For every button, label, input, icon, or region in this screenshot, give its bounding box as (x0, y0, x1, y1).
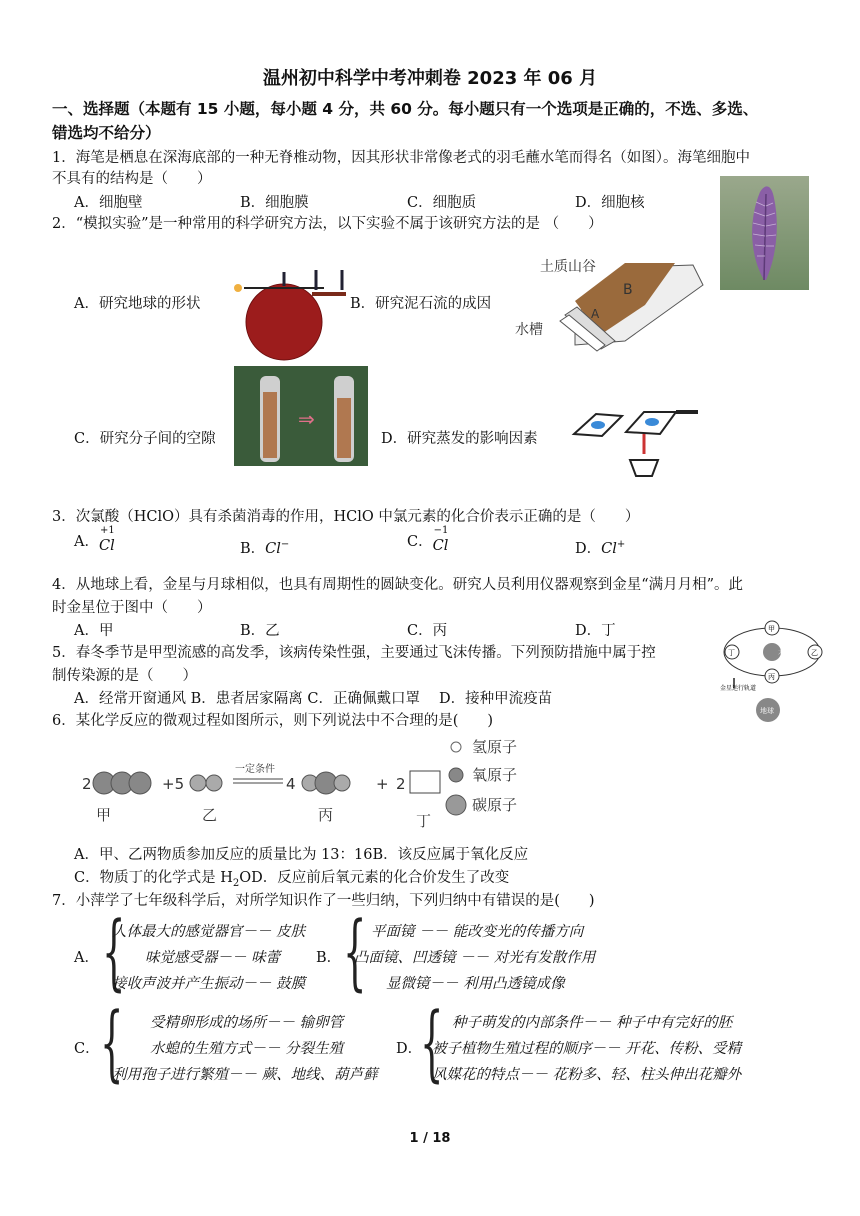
evaporation-figure (566, 404, 700, 480)
q3-option-d: D．Cl+ (575, 539, 626, 557)
mudflow-b-label: B (623, 282, 633, 298)
earth-label: 地球 (760, 707, 774, 715)
bing-label: 丙 (768, 673, 775, 681)
legend-carbon: 碳原子 (472, 796, 518, 814)
yi-label: 乙 (811, 649, 818, 657)
q3-option-a: A． +1 Cl (74, 525, 115, 554)
q6-options-1: A．甲、乙两物质参加反应的质量比为 13：16B．该反应属于氧化反应 (74, 847, 529, 863)
condition-label: 一定条件 (235, 764, 275, 775)
q7-a-item-3: 接收声波并产生振动－－ 鼓膜 (112, 976, 306, 992)
q1-stem-cont: 不具有的结构是（ ） (52, 171, 212, 187)
legend-hydrogen: 氢原子 (472, 738, 518, 756)
q7-d-brace: { (420, 996, 444, 1091)
q7-c-item-1: 受精卵形成的场所－－ 输卵管 (150, 1015, 344, 1031)
page-number: 1 / 18 (409, 1131, 451, 1146)
q7-option-d-label: D． (396, 1041, 423, 1057)
q7-d-item-3: 风媒花的特点－－ 花粉多、轻、柱头伸出花瓣外 (432, 1067, 742, 1083)
q7-b-item-1: 平面镜 －－ 能改变光的传播方向 (371, 924, 584, 940)
q1-stem: 1．海笔是栖息在深海底部的一种无脊椎动物，因其形状非常像老式的羽毛蘸水笔而得名（如图）。海笔细胞中 (52, 150, 750, 166)
page-title: 温州初中科学中考冲刺卷 2023 年 06 月 (262, 68, 598, 89)
orbit-label: 金星运行轨道 (720, 685, 757, 692)
q6-stem: 6．某化学反应的微观过程如图所示，则下列说法中不合理的是( ) (52, 713, 494, 729)
sun-label: 太阳 (778, 649, 791, 656)
q7-c-item-2: 水螅的生殖方式－－ 分裂生殖 (150, 1041, 344, 1057)
q3-option-b: B．Cl− (240, 539, 290, 557)
q5-options: A．经常开窗通风 B．患者居家隔离 C．正确佩戴口罩 D．接种甲流疫苗 (74, 691, 553, 707)
q2-option-a: A．研究地球的形状 (74, 296, 201, 312)
mudflow-figure (505, 245, 705, 355)
mudflow-trough-label: 水槽 (515, 322, 543, 338)
coef-ding: 2 (396, 775, 406, 793)
q7-d-item-1: 种子萌发的内部条件－－ 种子中有完好的胚 (452, 1015, 733, 1031)
reaction-diagram (78, 734, 548, 834)
coef-bing: 4 (286, 775, 296, 793)
molecular-gap-figure (234, 366, 368, 466)
q4-stem-cont: 时金星位于图中（ ） (52, 600, 212, 616)
q1-option-d: D．细胞核 (575, 195, 645, 211)
q2-option-c: C．研究分子间的空隙 (74, 431, 216, 447)
mudflow-a-label: A (591, 307, 600, 321)
name-ding: 丁 (416, 812, 432, 830)
q4-option-d: D．丁 (575, 623, 616, 639)
q6-options-2: C．物质丁的化学式是 $H_2OD$．反应前后氧元素的化合价发生了改变 (74, 870, 510, 889)
q7-d-item-2: 被子植物生殖过程的顺序－－ 开花、传粉、受精 (432, 1041, 742, 1057)
q7-a-item-1: 人体最大的感觉器官－－ 皮肤 (112, 924, 306, 940)
q7-a-item-2: 味觉感受器－－ 味蕾 (145, 950, 281, 966)
q7-option-b-label: B． (316, 950, 342, 966)
q3-option-c: C． −1 Cl (407, 525, 449, 554)
q1-option-a: A．细胞壁 (74, 195, 143, 211)
q2-stem: 2．“模拟实验”是一种常用的科学研究方法，以下实验不属于该研究方法的是 （ ） (52, 216, 603, 232)
q1-option-b: B．细胞膜 (240, 195, 309, 211)
q7-option-a-label: A． (74, 950, 99, 966)
coef-yi: +5 (162, 775, 185, 793)
q7-c-item-3: 利用孢子进行繁殖－－ 蕨、地线、葫芦藓 (112, 1067, 378, 1083)
q7-b-item-3: 显微镜－－ 利用凸透镜成像 (386, 976, 565, 992)
q5-stem-cont: 制传染源的是（ ） (52, 668, 197, 684)
name-bing: 丙 (318, 806, 334, 824)
q4-stem: 4．从地球上看，金星与月球相似，也具有周期性的圆缺变化。研究人员利用仪器观察到金星“满月月相”。此 (52, 577, 744, 593)
name-yi: 乙 (202, 806, 218, 824)
q7-a-brace: { (102, 905, 126, 1000)
earth-shape-figure (228, 264, 353, 364)
q7-option-c-label: C． (74, 1041, 100, 1057)
coef-jia: 2 (82, 775, 92, 793)
mudflow-valley-label: 土质山谷 (540, 259, 596, 275)
ding-label: 丁 (728, 649, 735, 657)
name-jia: 甲 (96, 806, 112, 824)
legend-oxygen: 氧原子 (472, 766, 518, 784)
q7-b-brace: { (343, 905, 367, 1000)
q7-c-brace: { (100, 996, 124, 1091)
q2-option-b: B．研究泥石流的成因 (350, 296, 492, 312)
q4-option-a: A．甲 (74, 623, 114, 639)
q7-b-item-2: 凸面镜、凹透镜 －－ 对光有发散作用 (354, 950, 596, 966)
section-heading-cont: 错选均不给分） (52, 124, 161, 142)
svg-text:⇒: ⇒ (298, 407, 315, 431)
venus-orbit-figure (718, 618, 826, 730)
q1-option-c: C．细胞质 (407, 195, 477, 211)
q3-stem: 3．次氯酸（HClO）具有杀菌消毒的作用，HClO 中氯元素的化合价表示正确的是（ ） (52, 509, 640, 525)
q2-option-d: D．研究蒸发的影响因素 (381, 431, 538, 447)
section-heading: 一、选择题（本题有 15 小题，每小题 4 分，共 60 分。每小题只有一个选项是正确的，不选、多选、 (52, 100, 759, 118)
q7-stem: 7．小萍学了七年级科学后，对所学知识作了一些归纳，下列归纳中有错误的是( ) (52, 893, 595, 909)
q5-stem: 5．春冬季节是甲型流感的高发季，该病传染性强，主要通过飞沫传播。下列预防措施中属于控 (52, 645, 656, 661)
sea-pen-photo (720, 176, 809, 290)
jia-label: 甲 (768, 625, 775, 633)
q4-option-b: B．乙 (240, 623, 280, 639)
q4-option-c: C．丙 (407, 623, 448, 639)
plus-sign: + (376, 775, 389, 793)
